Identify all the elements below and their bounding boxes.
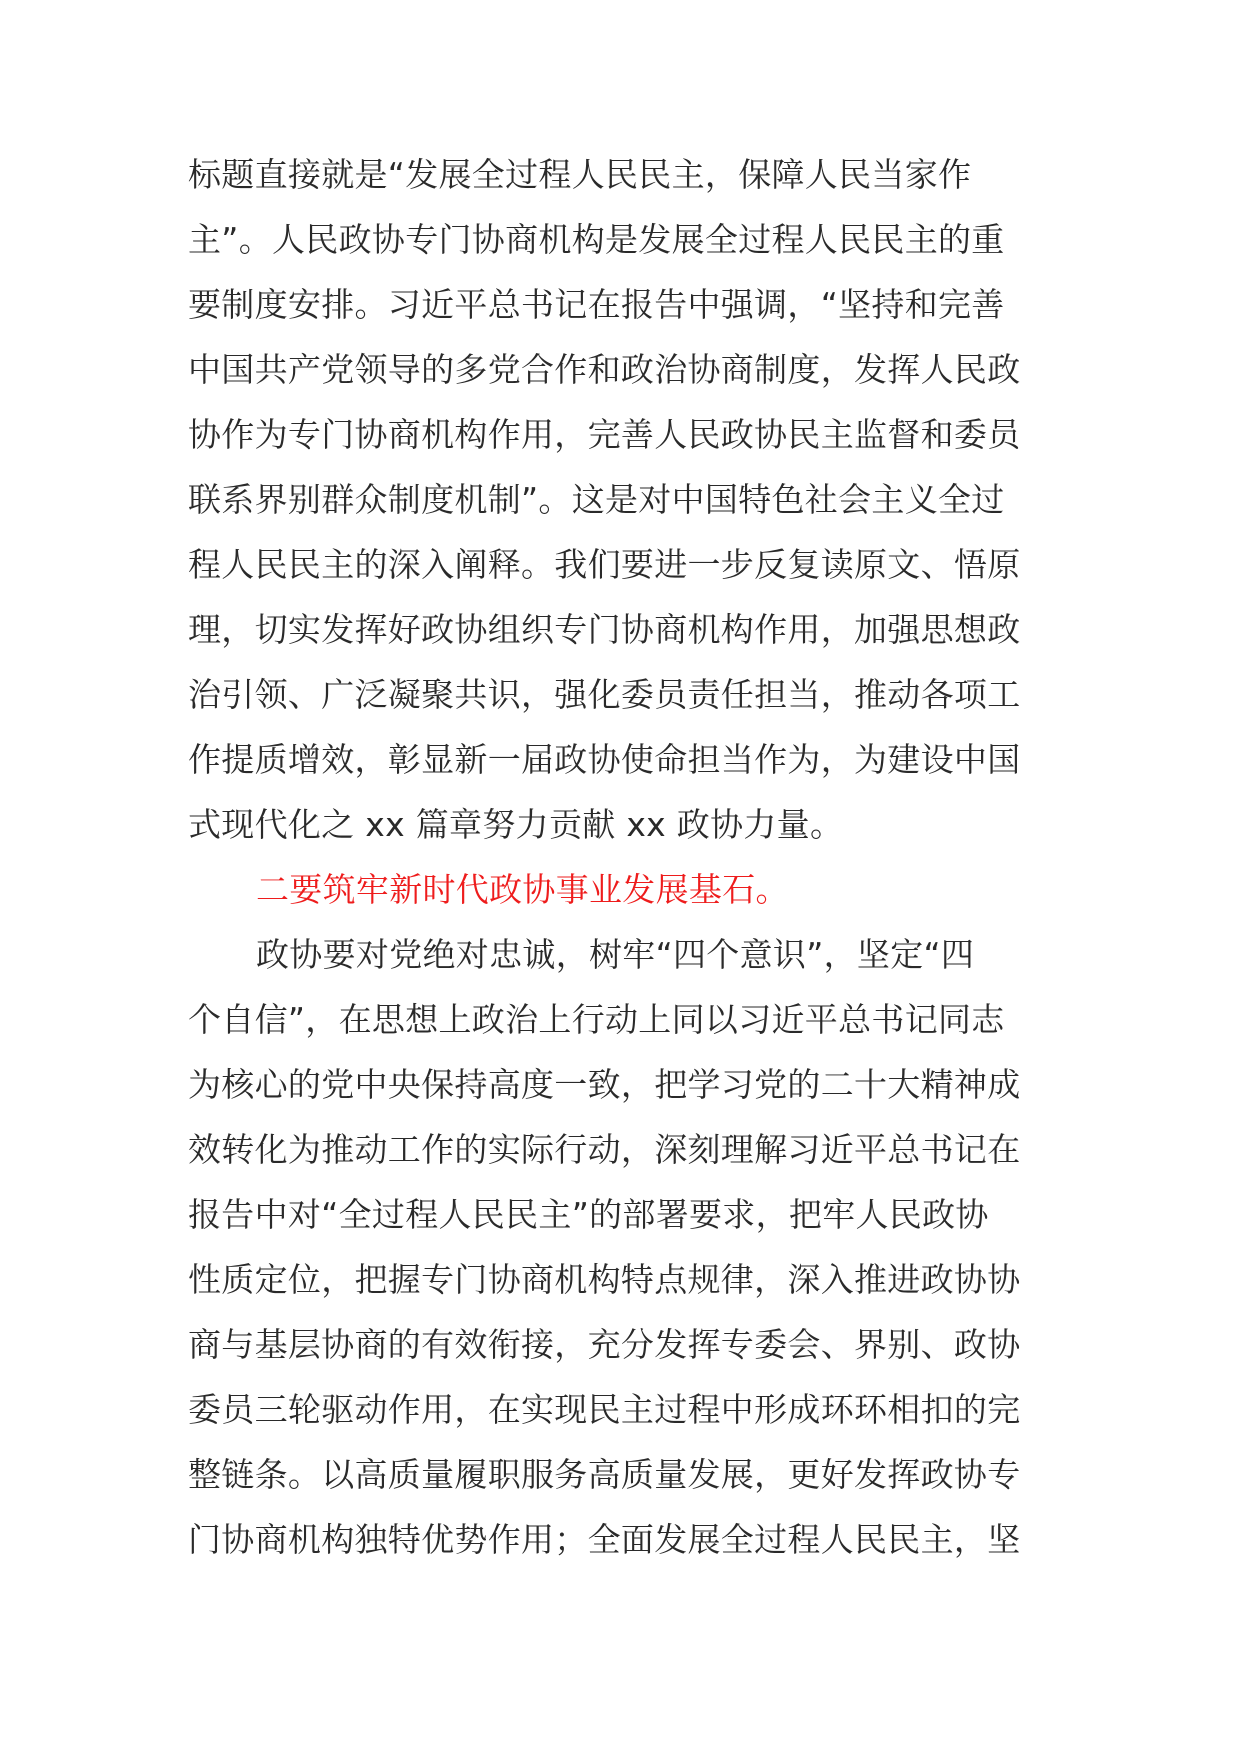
paragraph-line: 协作为专门协商机构作用，完善人民政协民主监督和委员	[188, 415, 1021, 454]
paragraph-line: 要制度安排。习近平总书记在报告中强调，“坚持和完善	[188, 285, 1005, 324]
paragraph-line: 作提质增效，彰显新一届政协使命担当作为，为建设中国	[188, 740, 1021, 779]
paragraph-line: 商与基层协商的有效衔接，充分发挥专委会、界别、政协	[188, 1325, 1021, 1364]
section-heading: 二要筑牢新时代政协事业发展基石。	[256, 870, 789, 909]
document-body	[188, 142, 1028, 1572]
paragraph-line: 门协商机构独特优势作用；全面发展全过程人民民主，坚	[188, 1520, 1021, 1559]
paragraph-line: 程人民民主的深入阐释。我们要进一步反复读原文、悟原	[188, 545, 1021, 584]
paragraph-line: 报告中对“全过程人民民主”的部署要求，把牢人民政协	[188, 1195, 989, 1234]
paragraph-line: 性质定位，把握专门协商机构特点规律，深入推进政协协	[188, 1260, 1021, 1299]
paragraph-line: 中国共产党领导的多党合作和政治协商制度，发挥人民政	[188, 350, 1021, 389]
paragraph-2	[188, 922, 1028, 1572]
paragraph-line: 主”。人民政协专门协商机构是发展全过程人民民主的重	[188, 220, 1005, 259]
paragraph-line: 效转化为推动工作的实际行动，深刻理解习近平总书记在	[188, 1130, 1021, 1169]
paragraph-line: 标题直接就是“发展全过程人民民主，保障人民当家作	[188, 155, 972, 194]
paragraph-line: 委员三轮驱动作用，在实现民主过程中形成环环相扣的完	[188, 1390, 1021, 1429]
paragraph-1	[188, 142, 1028, 857]
paragraph-line: 整链条。以高质量履职服务高质量发展，更好发挥政协专	[188, 1455, 1021, 1494]
paragraph-line: 政协要对党绝对忠诚，树牢“四个意识”，坚定“四	[256, 935, 975, 974]
paragraph-line: 为核心的党中央保持高度一致，把学习党的二十大精神成	[188, 1065, 1021, 1104]
paragraph-line: 个自信”，在思想上政治上行动上同以习近平总书记同志	[188, 1000, 1005, 1039]
paragraph-line: 式现代化之 xx 篇章努力贡献 xx 政协力量。	[188, 805, 844, 844]
paragraph-line: 联系界别群众制度机制”。这是对中国特色社会主义全过	[188, 480, 1005, 519]
paragraph-line: 治引领、广泛凝聚共识，强化委员责任担当，推动各项工	[188, 675, 1021, 714]
paragraph-line: 理，切实发挥好政协组织专门协商机构作用，加强思想政	[188, 610, 1021, 649]
